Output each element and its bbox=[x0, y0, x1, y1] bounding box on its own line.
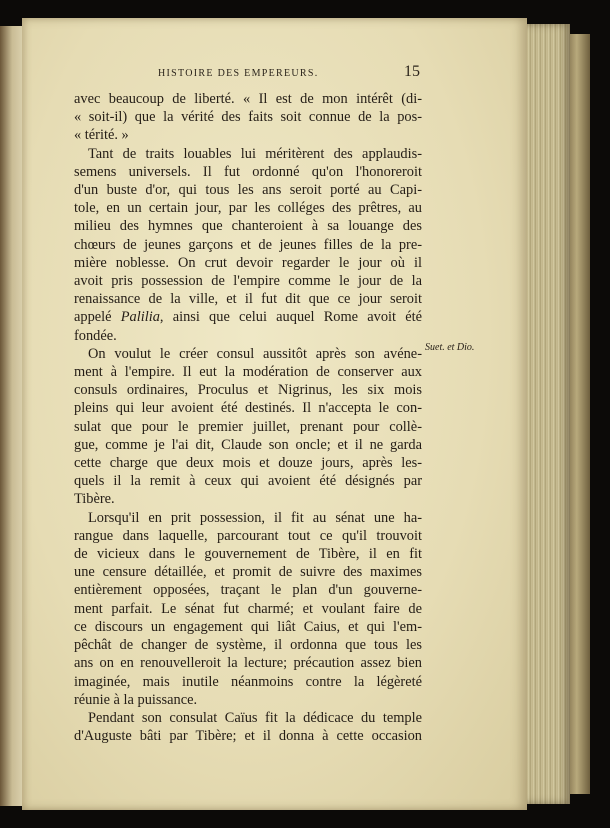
book-cover-edge bbox=[568, 34, 590, 794]
italic-word: Palilia bbox=[120, 309, 160, 326]
margin-note: Suet. et Dio. bbox=[425, 342, 475, 353]
text-line: de vicieux dans le gouvernement de Tibère, il en fit bbox=[74, 546, 422, 563]
text-line: Tibère. bbox=[74, 491, 115, 508]
text-line: tole, en un certain jour, par les colléges des prêtres, au bbox=[74, 200, 422, 217]
text-line: Tant de traits louables lui méritèrent des applaudis- bbox=[88, 145, 422, 162]
text-line: On voulut le créer consul aussitôt après son avéne- bbox=[88, 345, 422, 362]
page-stack-edge bbox=[522, 24, 570, 804]
text-line: ans on en renouvelleroit la lecture; précaution assez bien bbox=[74, 655, 422, 672]
text-line: entièrement opposées, traçant le plan d'un gouverne- bbox=[74, 582, 422, 599]
text-line: Lorsqu'il en prit possession, il fit au sénat une ha- bbox=[88, 509, 422, 526]
text-line: consuls ordinaires, Proculus et Nigrinus, les six mois bbox=[74, 382, 422, 399]
text-line: appelé Palilia, ainsi que celui auquel Rome avoit été bbox=[74, 309, 422, 326]
text-line: d'un buste d'or, qui tous les ans seroit porté au Capi- bbox=[74, 182, 422, 199]
text-line: avoit pris possession de l'empire comme le jour de la bbox=[74, 273, 422, 290]
text-line: imaginée, mais inutile néanmoins contre la légèreté bbox=[74, 673, 422, 690]
text-line: rangue dans laquelle, parcourant tout ce qu'il trouvoit bbox=[74, 527, 422, 544]
facing-page-edge bbox=[0, 26, 22, 806]
text-line: ment parfait. Le sénat fut charmé; et voulant faire de bbox=[74, 600, 422, 617]
text-line: réunie à la puissance. bbox=[74, 691, 198, 708]
text-line: d'Auguste bâti par Tibère; et il donna à cette occasion bbox=[74, 728, 422, 745]
text-line: pêchât de changer de système, il ordonna que tous les bbox=[74, 637, 422, 654]
text-line: Pendant son consulat Caïus fit la dédicace du temple bbox=[88, 709, 422, 726]
text-line: chœurs de jeunes garçons et de jeunes filles de la pre- bbox=[74, 236, 422, 253]
text-line: mière noblesse. On crut devoir regarder le jour où il bbox=[74, 254, 422, 271]
body-text bbox=[74, 90, 422, 745]
text-line: ment à l'empire. Il eut la modération de conserver aux bbox=[74, 364, 422, 381]
text-line: cette charge que deux mois et douze jours, après les- bbox=[74, 455, 422, 472]
text-line: gue, comme je l'ai dit, Claude son oncle; et il ne garda bbox=[74, 436, 422, 453]
text-line: quels il la remit à ceux qui avoient été désignés par bbox=[74, 473, 422, 490]
page-number: 15 bbox=[404, 63, 420, 80]
text-line: pleins qui leur avoient été destinés. Il n'accepta le con- bbox=[74, 400, 422, 417]
text-line: « térité. » bbox=[74, 127, 129, 144]
text-line: sulat que pour le premier juillet, prenant pour collè- bbox=[74, 418, 422, 435]
text-line: ce discours un engagement qui liât Caius, et qui l'em- bbox=[74, 618, 422, 635]
text-line: avec beaucoup de liberté. « Il est de mon intérêt (di- bbox=[74, 91, 422, 107]
text-line: renaissance de la ville, et il fut dit que ce jour seroit bbox=[74, 291, 422, 308]
text-line: fondée. bbox=[74, 327, 117, 344]
text-line: « soit-il) que la vérité des faits soit connue de la pos- bbox=[74, 109, 422, 126]
text-line: semens universels. Il fut ordonné qu'on l'honoreroit bbox=[74, 163, 422, 180]
text-line: une censure détaillée, et promit de suivre des maximes bbox=[74, 564, 422, 581]
text-line: milieu des hymnes que chanteroient à sa louange des bbox=[74, 218, 422, 235]
running-title: HISTOIRE DES EMPEREURS. bbox=[158, 68, 319, 79]
page-header bbox=[158, 63, 420, 82]
